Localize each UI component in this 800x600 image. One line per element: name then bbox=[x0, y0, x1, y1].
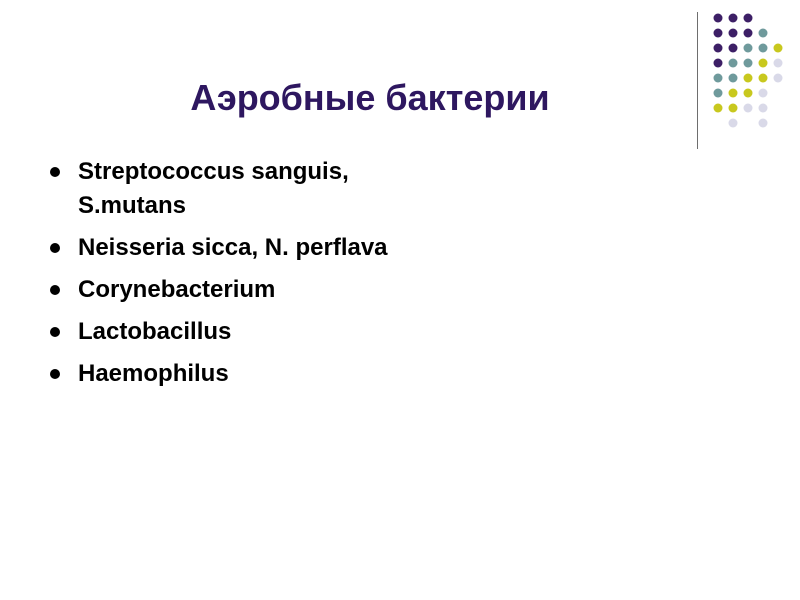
decor-dot bbox=[759, 74, 768, 83]
decor-dot bbox=[714, 14, 723, 23]
decor-dot bbox=[744, 29, 753, 38]
decor-dot bbox=[759, 119, 768, 128]
bullet-list bbox=[50, 155, 470, 399]
decor-dot bbox=[729, 14, 738, 23]
list-item bbox=[50, 231, 470, 265]
decor-dot bbox=[744, 74, 753, 83]
list-item-text: Lactobacillus bbox=[78, 318, 232, 345]
decor-dot bbox=[714, 59, 723, 68]
decor-dot bbox=[759, 44, 768, 53]
list-item-text: Streptococcus sanguis, S.mutans bbox=[78, 158, 349, 219]
decor-dot bbox=[744, 14, 753, 23]
list-item bbox=[50, 273, 470, 307]
bullet-icon bbox=[50, 167, 60, 177]
bullet-icon bbox=[50, 243, 60, 253]
decor-dot bbox=[744, 59, 753, 68]
decor-dot bbox=[774, 44, 783, 53]
list-item bbox=[50, 315, 470, 349]
decor-dot bbox=[759, 89, 768, 98]
decor-dot bbox=[729, 29, 738, 38]
slide-title: Аэробные бактерии bbox=[190, 77, 550, 118]
decor-dot bbox=[714, 44, 723, 53]
decor-dot bbox=[774, 59, 783, 68]
decor-dot bbox=[744, 89, 753, 98]
decor-dot bbox=[774, 74, 783, 83]
decor-dot bbox=[759, 104, 768, 113]
decor-dot bbox=[714, 29, 723, 38]
decor-dot bbox=[729, 59, 738, 68]
bullet-icon bbox=[50, 327, 60, 337]
decor-dot bbox=[744, 44, 753, 53]
bullet-icon bbox=[50, 285, 60, 295]
list-item bbox=[50, 155, 470, 223]
decor-dot bbox=[759, 29, 768, 38]
bullet-icon bbox=[50, 369, 60, 379]
decor-dot bbox=[744, 104, 753, 113]
list-item-text: Haemophilus bbox=[78, 360, 229, 387]
list-item bbox=[50, 357, 470, 391]
list-item-text: Neisseria sicca, N. perflava bbox=[78, 234, 388, 261]
decor-dot bbox=[759, 59, 768, 68]
list-item-text: Corynebacterium bbox=[78, 276, 276, 303]
decor-dot bbox=[729, 44, 738, 53]
